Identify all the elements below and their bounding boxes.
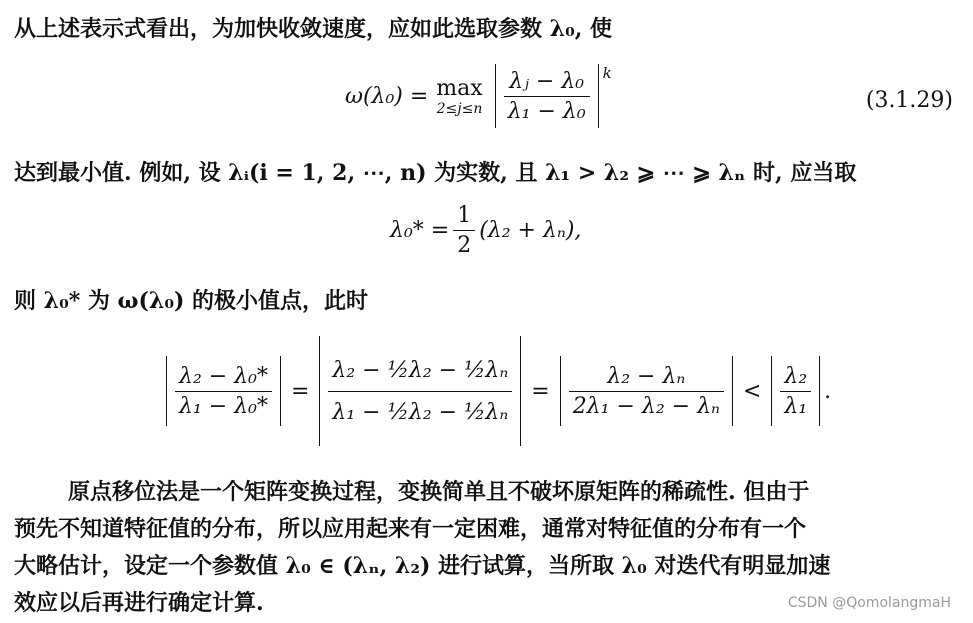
abs-c-left [560,356,561,426]
abs-b-right [520,336,521,446]
text-line-3: 则 λ₀* 为 ω(λ₀) 的极小值点，此时 [14,288,369,314]
paragraph-line-4: 效应以后再进行确定计算. [14,590,264,616]
text-line-1: 从上述表示式看出，为加快收敛速度，应如此选取参数 λ₀, 使 [14,16,613,42]
paragraph-line-1: 原点移位法是一个矩阵变换过程，变换简单且不破坏原矩阵的稀疏性. 但由于 [68,479,810,505]
eq2-num: 1 [457,203,472,228]
text-line-2: 达到最小值. 例如, 设 λᵢ(i = 1, 2, ⋯, n) 为实数, 且 λ₁ > λ₂ ⩾ ⋯ ⩾ λₙ 时, 应当取 [14,160,857,186]
eq3-b-den: λ₁ − ½λ₂ − ½λₙ [328,391,512,425]
abs-b-left [319,336,320,446]
eq3-equals-1: = [290,378,310,404]
eq3-fraction-d [780,364,811,419]
paragraph-line-2: 预先不知道特征值的分布，所以应用起来有一定困难，通常对特征值的分布有一个 [14,516,807,542]
eq1-power: k [602,64,612,82]
eq3-fraction-c [569,364,724,419]
eq1-denominator: λ₁ − λ₀ [504,96,590,124]
eq3-fraction-a [175,364,272,419]
equation-number: (3.1.29) [865,88,953,113]
paragraph-line-3: 大略估计，设定一个参数值 λ₀ ∈ (λₙ, λ₂) 进行试算，当所取 λ₀ 对迭代有明显加速 [14,553,831,579]
eq3-period: . [824,378,832,404]
eq2-rest: (λ₂ + λₙ), [479,218,582,243]
eq3-d-num: λ₂ [784,363,808,389]
equation-lambda-star [390,203,581,258]
abs-right-bar [598,64,599,128]
abs-a-left [166,356,167,426]
eq1-numerator: λⱼ − λ₀ [509,68,585,94]
abs-d-left [771,356,772,426]
equation-omega [345,64,612,128]
abs-a-right [280,356,281,426]
eq2-left: λ₀* = [390,218,450,243]
eq3-fraction-b [328,358,512,425]
eq3-a-den: λ₁ − λ₀* [175,391,272,419]
eq3-c-num: λ₂ − λₙ [607,363,686,389]
eq3-equals-2: = [531,378,550,404]
abs-d-right [819,356,820,426]
eq1-max-operator [436,76,482,117]
eq1-range: 2≤j≤n [436,100,483,117]
watermark-text: CSDN @QomolangmaH [787,595,951,611]
eq3-d-den: λ₁ [780,391,811,419]
eq3-c-den: 2λ₁ − λ₂ − λₙ [569,391,724,419]
equation-ratio [162,336,831,446]
eq1-left: ω(λ₀) = [345,83,429,109]
eq3-less-than: < [742,378,762,404]
eq2-half [453,203,475,258]
eq1-max: max [436,75,483,101]
eq3-b-num: λ₂ − ½λ₂ − ½λₙ [332,357,509,383]
eq2-den: 2 [453,230,475,258]
eq3-a-num: λ₂ − λ₀* [179,363,268,389]
eq1-fraction [504,69,590,124]
abs-c-right [732,356,733,426]
abs-left-bar [495,64,496,128]
